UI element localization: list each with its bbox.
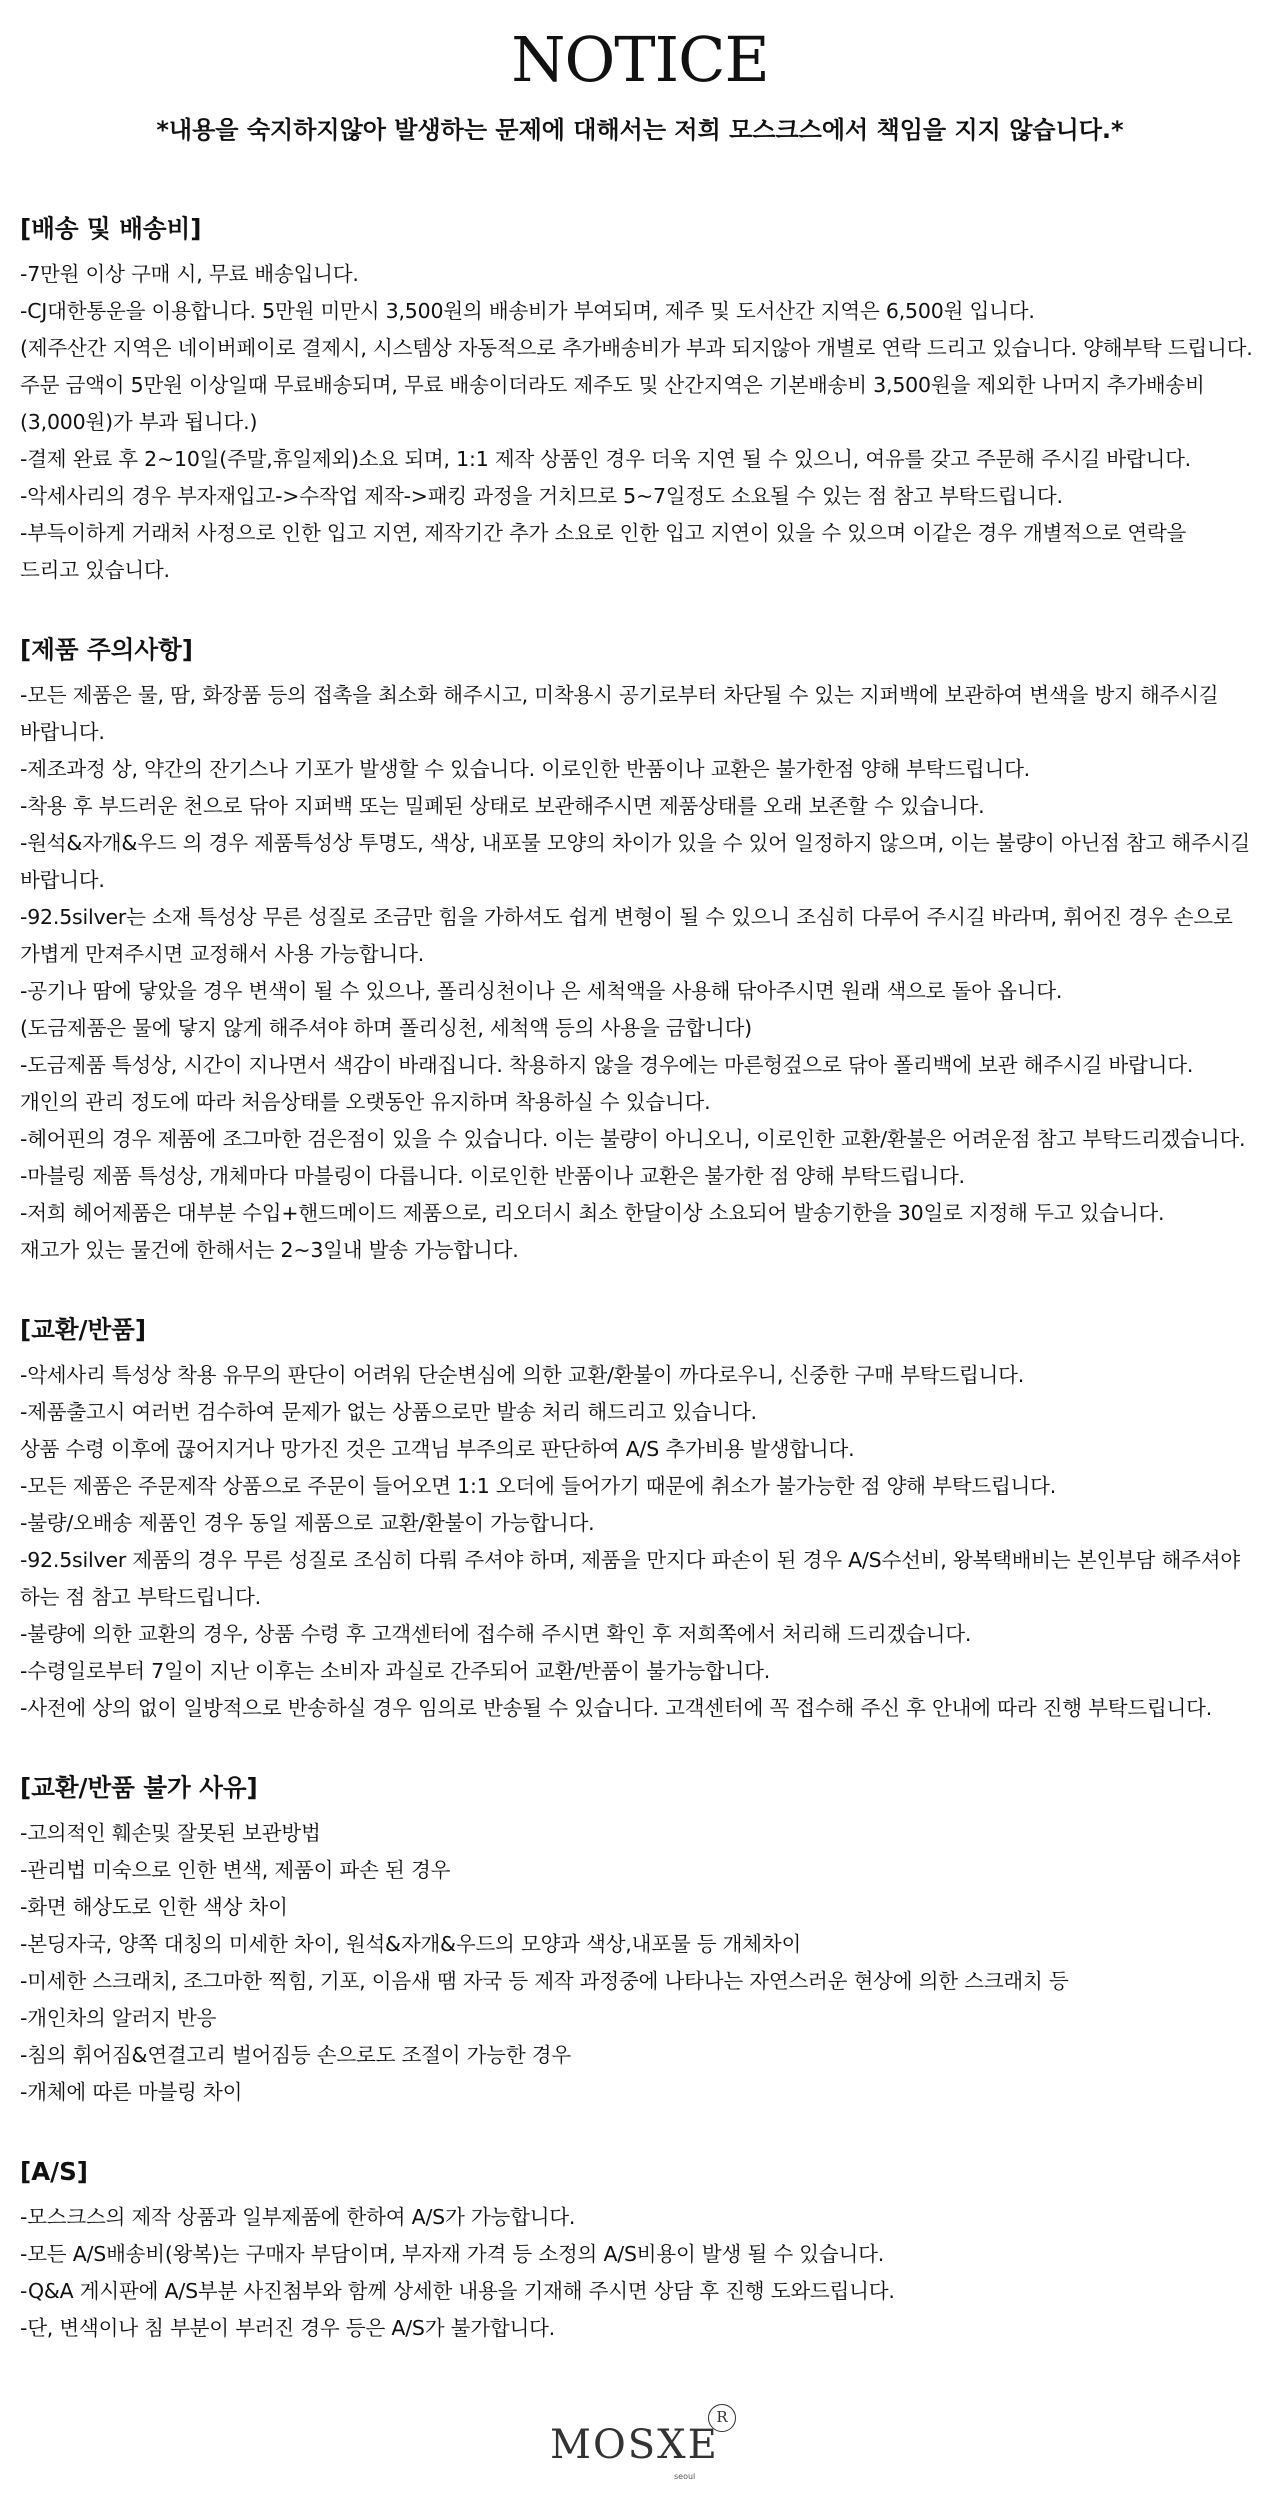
product-line: 재고가 있는 물건에 한해서는 2~3일내 발송 가능합니다. <box>20 1238 519 1262</box>
as-line: -모스크스의 제작 상품과 일부제품에 한하여 A/S가 가능합니다. <box>20 2205 576 2229</box>
section-shipping <box>20 210 1265 589</box>
product-line: 개인의 관리 정도에 따라 처음상태를 오랫동안 유지하며 착용하실 수 있습니다. <box>20 1090 711 1114</box>
product-line: -저희 헤어제품은 대부분 수입+핸드메이드 제품으로, 리오더시 최소 한달이상 소요되어 발송기한을 30일로 지정해 두고 있습니다. <box>20 1201 1165 1225</box>
logo-subtext: seoul <box>674 2472 696 2481</box>
product-line: -헤어핀의 경우 제품에 조그마한 검은점이 있을 수 있습니다. 이는 불량이 아니오니, 이로인한 교환/환불은 어려운점 참고 부탁드리겠습니다. <box>20 1127 1246 1151</box>
no-exchange-line: -화면 해상도로 인한 색상 차이 <box>20 1895 288 1919</box>
page-title: NOTICE <box>511 23 769 96</box>
no-exchange-line: -침의 휘어짐&연결고리 벌어짐등 손으로도 조절이 가능한 경우 <box>20 2043 571 2067</box>
product-line: -모든 제품은 물, 땀, 화장품 등의 접촉을 최소화 해주시고, 미착용시 공기로부터 차단될 수 있는 지퍼백에 보관하여 변색을 방지 해주시길 <box>20 683 1219 707</box>
exchange-line: -모든 제품은 주문제작 상품으로 주문이 들어오면 1:1 오더에 들어가기 때문에 취소가 불가능한 점 양해 부탁드립니다. <box>20 1474 1057 1498</box>
product-line: -도금제품 특성상, 시간이 지나면서 색감이 바래집니다. 착용하지 않을 경우에는 마른헝겊으로 닦아 폴리백에 보관 해주시길 바랍니다. <box>20 1053 1194 1077</box>
section-product <box>20 631 1265 1269</box>
no-exchange-line: -개인차의 알러지 반응 <box>20 2006 217 2030</box>
product-line: -92.5silver는 소재 특성상 무른 성질로 조금만 힘을 가하셔도 쉽게 변형이 될 수 있으니 조심히 다루어 주시길 바라며, 휘어진 경우 손으로 <box>20 905 1233 929</box>
shipping-line: -CJ대한통운을 이용합니다. 5만원 미만시 3,500원의 배송비가 부여되며, 제주 및 도서산간 지역은 6,500원 입니다. <box>20 299 1035 323</box>
registered-mark-icon: R <box>708 2404 736 2432</box>
exchange-line: -수령일로부터 7일이 지난 이후는 소비자 과실로 간주되어 교환/반품이 불가능합니다. <box>20 1659 771 1683</box>
logo-wordmark: MOSXE <box>550 2422 719 2468</box>
brand-logo <box>540 2400 740 2480</box>
exchange-line: -사전에 상의 없이 일방적으로 반송하실 경우 임의로 반송될 수 있습니다. 고객센터에 꼭 접수해 주신 후 안내에 따라 진행 부탁드립니다. <box>20 1696 1213 1720</box>
as-line: -모든 A/S배송비(왕복)는 구매자 부담이며, 부자재 가격 등 소정의 A/S비용이 발생 될 수 있습니다. <box>20 2242 885 2266</box>
no-exchange-line: -개체에 따른 마블링 차이 <box>20 2080 243 2104</box>
product-line: (도금제품은 물에 닿지 않게 해주셔야 하며 폴리싱천, 세척액 등의 사용을 금합니다) <box>20 1016 752 1040</box>
exchange-line: -92.5silver 제품의 경우 무른 성질로 조심히 다뤄 주셔야 하며, 제품을 만지다 파손이 된 경우 A/S수선비, 왕복택배비는 본인부담 해주셔야 <box>20 1548 1240 1572</box>
shipping-line: 주문 금액이 5만원 이상일때 무료배송되며, 무료 배송이더라도 제주도 및 산간지역은 기본배송비 3,500원을 제외한 나머지 추가배송비 <box>20 373 1205 397</box>
shipping-line: -결제 완료 후 2~10일(주말,휴일제외)소요 되며, 1:1 제작 상품인 경우 더욱 지연 될 수 있으니, 여유를 갖고 주문해 주시길 바랍니다. <box>20 447 1191 471</box>
no-exchange-line: -본딩자국, 양쪽 대칭의 미세한 차이, 원석&자개&우드의 모양과 색상,내포물 등 개체차이 <box>20 1932 802 1956</box>
product-line: 바랍니다. <box>20 720 105 744</box>
no-exchange-line: -미세한 스크래치, 조그마한 찍힘, 기포, 이음새 땜 자국 등 제작 과정중에 나타나는 자연스러운 현상에 의한 스크래치 등 <box>20 1969 1069 1993</box>
no-exchange-line: -관리법 미숙으로 인한 변색, 제품이 파손 된 경우 <box>20 1858 451 1882</box>
product-line: -마블링 제품 특성상, 개체마다 마블링이 다릅니다. 이로인한 반품이나 교환은 불가한 점 양해 부탁드립니다. <box>20 1164 965 1188</box>
section-heading-as: [A/S] <box>20 2157 88 2186</box>
as-line: -Q&A 게시판에 A/S부분 사진첨부와 함께 상세한 내용을 기재해 주시면 상담 후 진행 도와드립니다. <box>20 2279 895 2303</box>
product-line: -제조과정 상, 약간의 잔기스나 기포가 발생할 수 있습니다. 이로인한 반품이나 교환은 불가한점 양해 부탁드립니다. <box>20 757 1030 781</box>
section-as <box>20 2153 1265 2347</box>
exchange-line: -제품출고시 여러번 검수하여 문제가 없는 상품으로만 발송 처리 해드리고 있습니다. <box>20 1400 757 1424</box>
product-line: -착용 후 부드러운 천으로 닦아 지퍼백 또는 밀폐된 상태로 보관해주시면 제품상태를 오래 보존할 수 있습니다. <box>20 794 985 818</box>
product-line: -공기나 땀에 닿았을 경우 변색이 될 수 있으나, 폴리싱천이나 은 세척액을 사용해 닦아주시면 원래 색으로 돌아 옵니다. <box>20 979 1063 1003</box>
product-line: 바랍니다. <box>20 868 105 892</box>
exchange-line: -불량/오배송 제품인 경우 동일 제품으로 교환/환불이 가능합니다. <box>20 1511 595 1535</box>
shipping-line: -악세사리의 경우 부자재입고->수작업 제작->패킹 과정을 거치므로 5~7일정도 소요될 수 있는 점 참고 부탁드립니다. <box>20 484 1063 508</box>
exchange-line: -악세사리 특성상 착용 유무의 판단이 어려워 단순변심에 의한 교환/환불이 까다로우니, 신중한 구매 부탁드립니다. <box>20 1363 1025 1387</box>
section-heading-exchange: [교환/반품] <box>20 1315 147 1344</box>
no-exchange-line: -고의적인 훼손및 잘못된 보관방법 <box>20 1821 321 1845</box>
section-heading-product: [제품 주의사항] <box>20 635 193 664</box>
product-line: 가볍게 만져주시면 교정해서 사용 가능합니다. <box>20 942 425 966</box>
section-exchange <box>20 1311 1265 1727</box>
exchange-line: 상품 수령 이후에 끊어지거나 망가진 것은 고객님 부주의로 판단하여 A/S 추가비용 발생합니다. <box>20 1437 855 1461</box>
disclaimer-text: *내용을 숙지하지않아 발생하는 문제에 대해서는 저희 모스크스에서 책임을 지지 않습니다.* <box>156 116 1124 144</box>
section-heading-no-exchange: [교환/반품 불가 사유] <box>20 1773 258 1802</box>
shipping-line: -부득이하게 거래처 사정으로 인한 입고 지연, 제작기간 추가 소요로 인한 입고 지연이 있을 수 있으며 이같은 경우 개별적으로 연락을 <box>20 521 1187 545</box>
shipping-line: (3,000원)가 부과 됩니다.) <box>20 410 258 434</box>
exchange-line: 하는 점 참고 부탁드립니다. <box>20 1585 261 1609</box>
product-line: -원석&자개&우드 의 경우 제품특성상 투명도, 색상, 내포물 모양의 차이가 있을 수 있어 일정하지 않으며, 이는 불량이 아닌점 참고 해주시길 <box>20 831 1250 855</box>
section-no-exchange <box>20 1769 1265 2111</box>
exchange-line: -불량에 의한 교환의 경우, 상품 수령 후 고객센터에 접수해 주시면 확인 후 저희쪽에서 처리해 드리겠습니다. <box>20 1622 972 1646</box>
shipping-line: (제주산간 지역은 네이버페이로 결제시, 시스템상 자동적으로 추가배송비가 부과 되지않아 개별로 연락 드리고 있습니다. 양해부탁 드립니다. <box>20 336 1253 360</box>
shipping-line: 드리고 있습니다. <box>20 558 170 582</box>
section-heading-shipping: [배송 및 배송비] <box>20 214 202 243</box>
shipping-line: -7만원 이상 구매 시, 무료 배송입니다. <box>20 262 359 286</box>
as-line: -단, 변색이나 침 부분이 부러진 경우 등은 A/S가 불가합니다. <box>20 2316 555 2340</box>
notice-content <box>20 210 1265 2389</box>
